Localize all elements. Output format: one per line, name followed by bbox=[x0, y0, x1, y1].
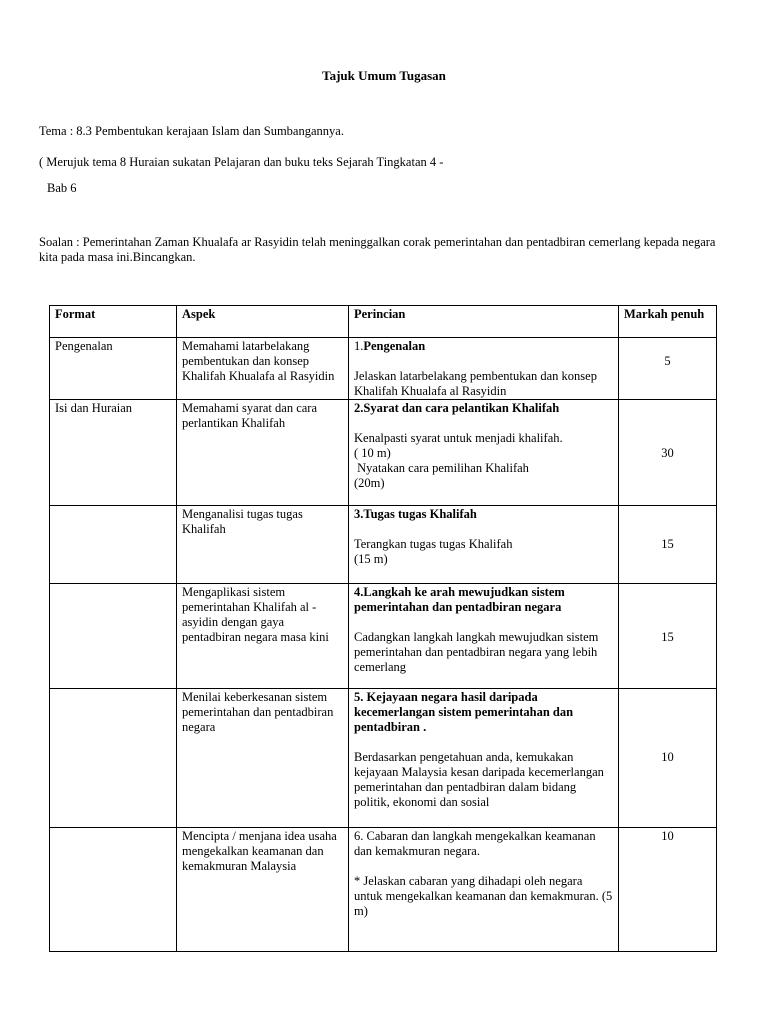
perincian-text: * Jelaskan cabaran yang dihadapi oleh negara untuk mengekalkan keamanan dan kemakmuran. (5 m) bbox=[354, 874, 613, 918]
cell-format bbox=[50, 828, 177, 952]
table-row bbox=[50, 338, 717, 400]
cell-markah bbox=[619, 689, 717, 828]
perincian-number: 1. bbox=[354, 339, 364, 353]
cell-perincian bbox=[349, 689, 619, 828]
cell-format: Isi dan Huraian bbox=[50, 400, 177, 506]
perincian-text: ( 10 m) bbox=[354, 446, 391, 460]
perincian-heading: 2.Syarat dan cara pelantikan Khalifah bbox=[354, 401, 560, 415]
table-row bbox=[50, 584, 717, 689]
cell-format bbox=[50, 689, 177, 828]
cell-perincian bbox=[349, 338, 619, 400]
perincian-heading: 3.Tugas tugas Khalifah bbox=[354, 507, 477, 521]
cell-format bbox=[50, 506, 177, 584]
bab-line: Bab 6 bbox=[47, 181, 77, 195]
header-format: Format bbox=[50, 306, 177, 338]
cell-markah bbox=[619, 400, 717, 506]
cell-markah bbox=[619, 506, 717, 584]
perincian-heading: 6. Cabaran dan langkah mengekalkan keamanan dan kemakmuran negara. bbox=[354, 829, 596, 858]
header-markah: Markah penuh bbox=[619, 306, 717, 338]
cell-format: Pengenalan bbox=[50, 338, 177, 400]
cell-perincian bbox=[349, 584, 619, 689]
cell-perincian bbox=[349, 400, 619, 506]
cell-format bbox=[50, 584, 177, 689]
cell-perincian bbox=[349, 828, 619, 952]
table-row bbox=[50, 400, 717, 506]
cell-aspek: Memahami latarbelakang pembentukan dan konsep Khalifah Khualafa al Rasyidin bbox=[177, 338, 349, 400]
assignment-table bbox=[49, 305, 717, 952]
cell-aspek: Mencipta / menjana idea usaha mengekalkan keamanan dan kemakmuran Malaysia bbox=[177, 828, 349, 952]
table-header-row bbox=[50, 306, 717, 338]
perincian-text: Kenalpasti syarat untuk menjadi khalifah. bbox=[354, 431, 563, 445]
document-title: Tajuk Umum Tugasan bbox=[322, 68, 446, 83]
markah-value: 15 bbox=[661, 537, 674, 551]
header-aspek: Aspek bbox=[177, 306, 349, 338]
perincian-text: Cadangkan langkah langkah mewujudkan sistem pemerintahan dan pentadbiran negara yang lebih cemerlang bbox=[354, 630, 599, 674]
cell-aspek: Mengaplikasi sistem pemerintahan Khalifah al -asyidin dengan gaya pentadbiran negara masa kini bbox=[177, 584, 349, 689]
cell-aspek: Menganalisi tugas tugas Khalifah bbox=[177, 506, 349, 584]
cell-markah bbox=[619, 338, 717, 400]
cell-markah bbox=[619, 828, 717, 952]
perincian-text: (15 m) bbox=[354, 552, 388, 566]
soalan-paragraph: Soalan : Pemerintahan Zaman Khualafa ar Rasyidin telah meninggalkan corak pemerintahan dan pentadbiran cemerlang kepada negara kita pada masa ini.Bincangkan. bbox=[39, 235, 716, 264]
table-row bbox=[50, 506, 717, 584]
rujuk-line: ( Merujuk tema 8 Huraian sukatan Pelajaran dan buku teks Sejarah Tingkatan 4 - bbox=[39, 155, 444, 169]
perincian-text: Jelaskan latarbelakang pembentukan dan konsep Khalifah Khualafa al Rasyidin bbox=[354, 369, 597, 398]
perincian-heading: 4.Langkah ke arah mewujudkan sistem pemerintahan dan pentadbiran negara bbox=[354, 585, 565, 614]
cell-aspek: Menilai keberkesanan sistem pemerintahan dan pentadbiran negara bbox=[177, 689, 349, 828]
markah-value: 30 bbox=[661, 446, 674, 460]
perincian-text: Berdasarkan pengetahuan anda, kemukakan kejayaan Malaysia kesan daripada kecemerlangan pemerintahan dan pentadbiran dalam bidang politik, ekonomi dan sosial bbox=[354, 750, 604, 809]
cell-aspek: Memahami syarat dan cara perlantikan Khalifah bbox=[177, 400, 349, 506]
perincian-text: (20m) bbox=[354, 476, 385, 490]
perincian-heading: Pengenalan bbox=[363, 339, 426, 353]
markah-value: 10 bbox=[661, 750, 674, 764]
perincian-text: Nyatakan cara pemilihan Khalifah bbox=[354, 461, 529, 475]
perincian-text: Terangkan tugas tugas Khalifah bbox=[354, 537, 513, 551]
header-perincian: Perincian bbox=[349, 306, 619, 338]
cell-markah bbox=[619, 584, 717, 689]
cell-perincian bbox=[349, 506, 619, 584]
tema-line: Tema : 8.3 Pembentukan kerajaan Islam dan Sumbangannya. bbox=[39, 124, 344, 138]
perincian-heading: 5. Kejayaan negara hasil daripada kecemerlangan sistem pemerintahan dan pentadbiran . bbox=[354, 690, 574, 734]
markah-value: 15 bbox=[661, 630, 674, 644]
markah-value: 10 bbox=[661, 829, 674, 843]
table-row bbox=[50, 828, 717, 952]
table-row bbox=[50, 689, 717, 828]
markah-value: 5 bbox=[664, 354, 671, 368]
